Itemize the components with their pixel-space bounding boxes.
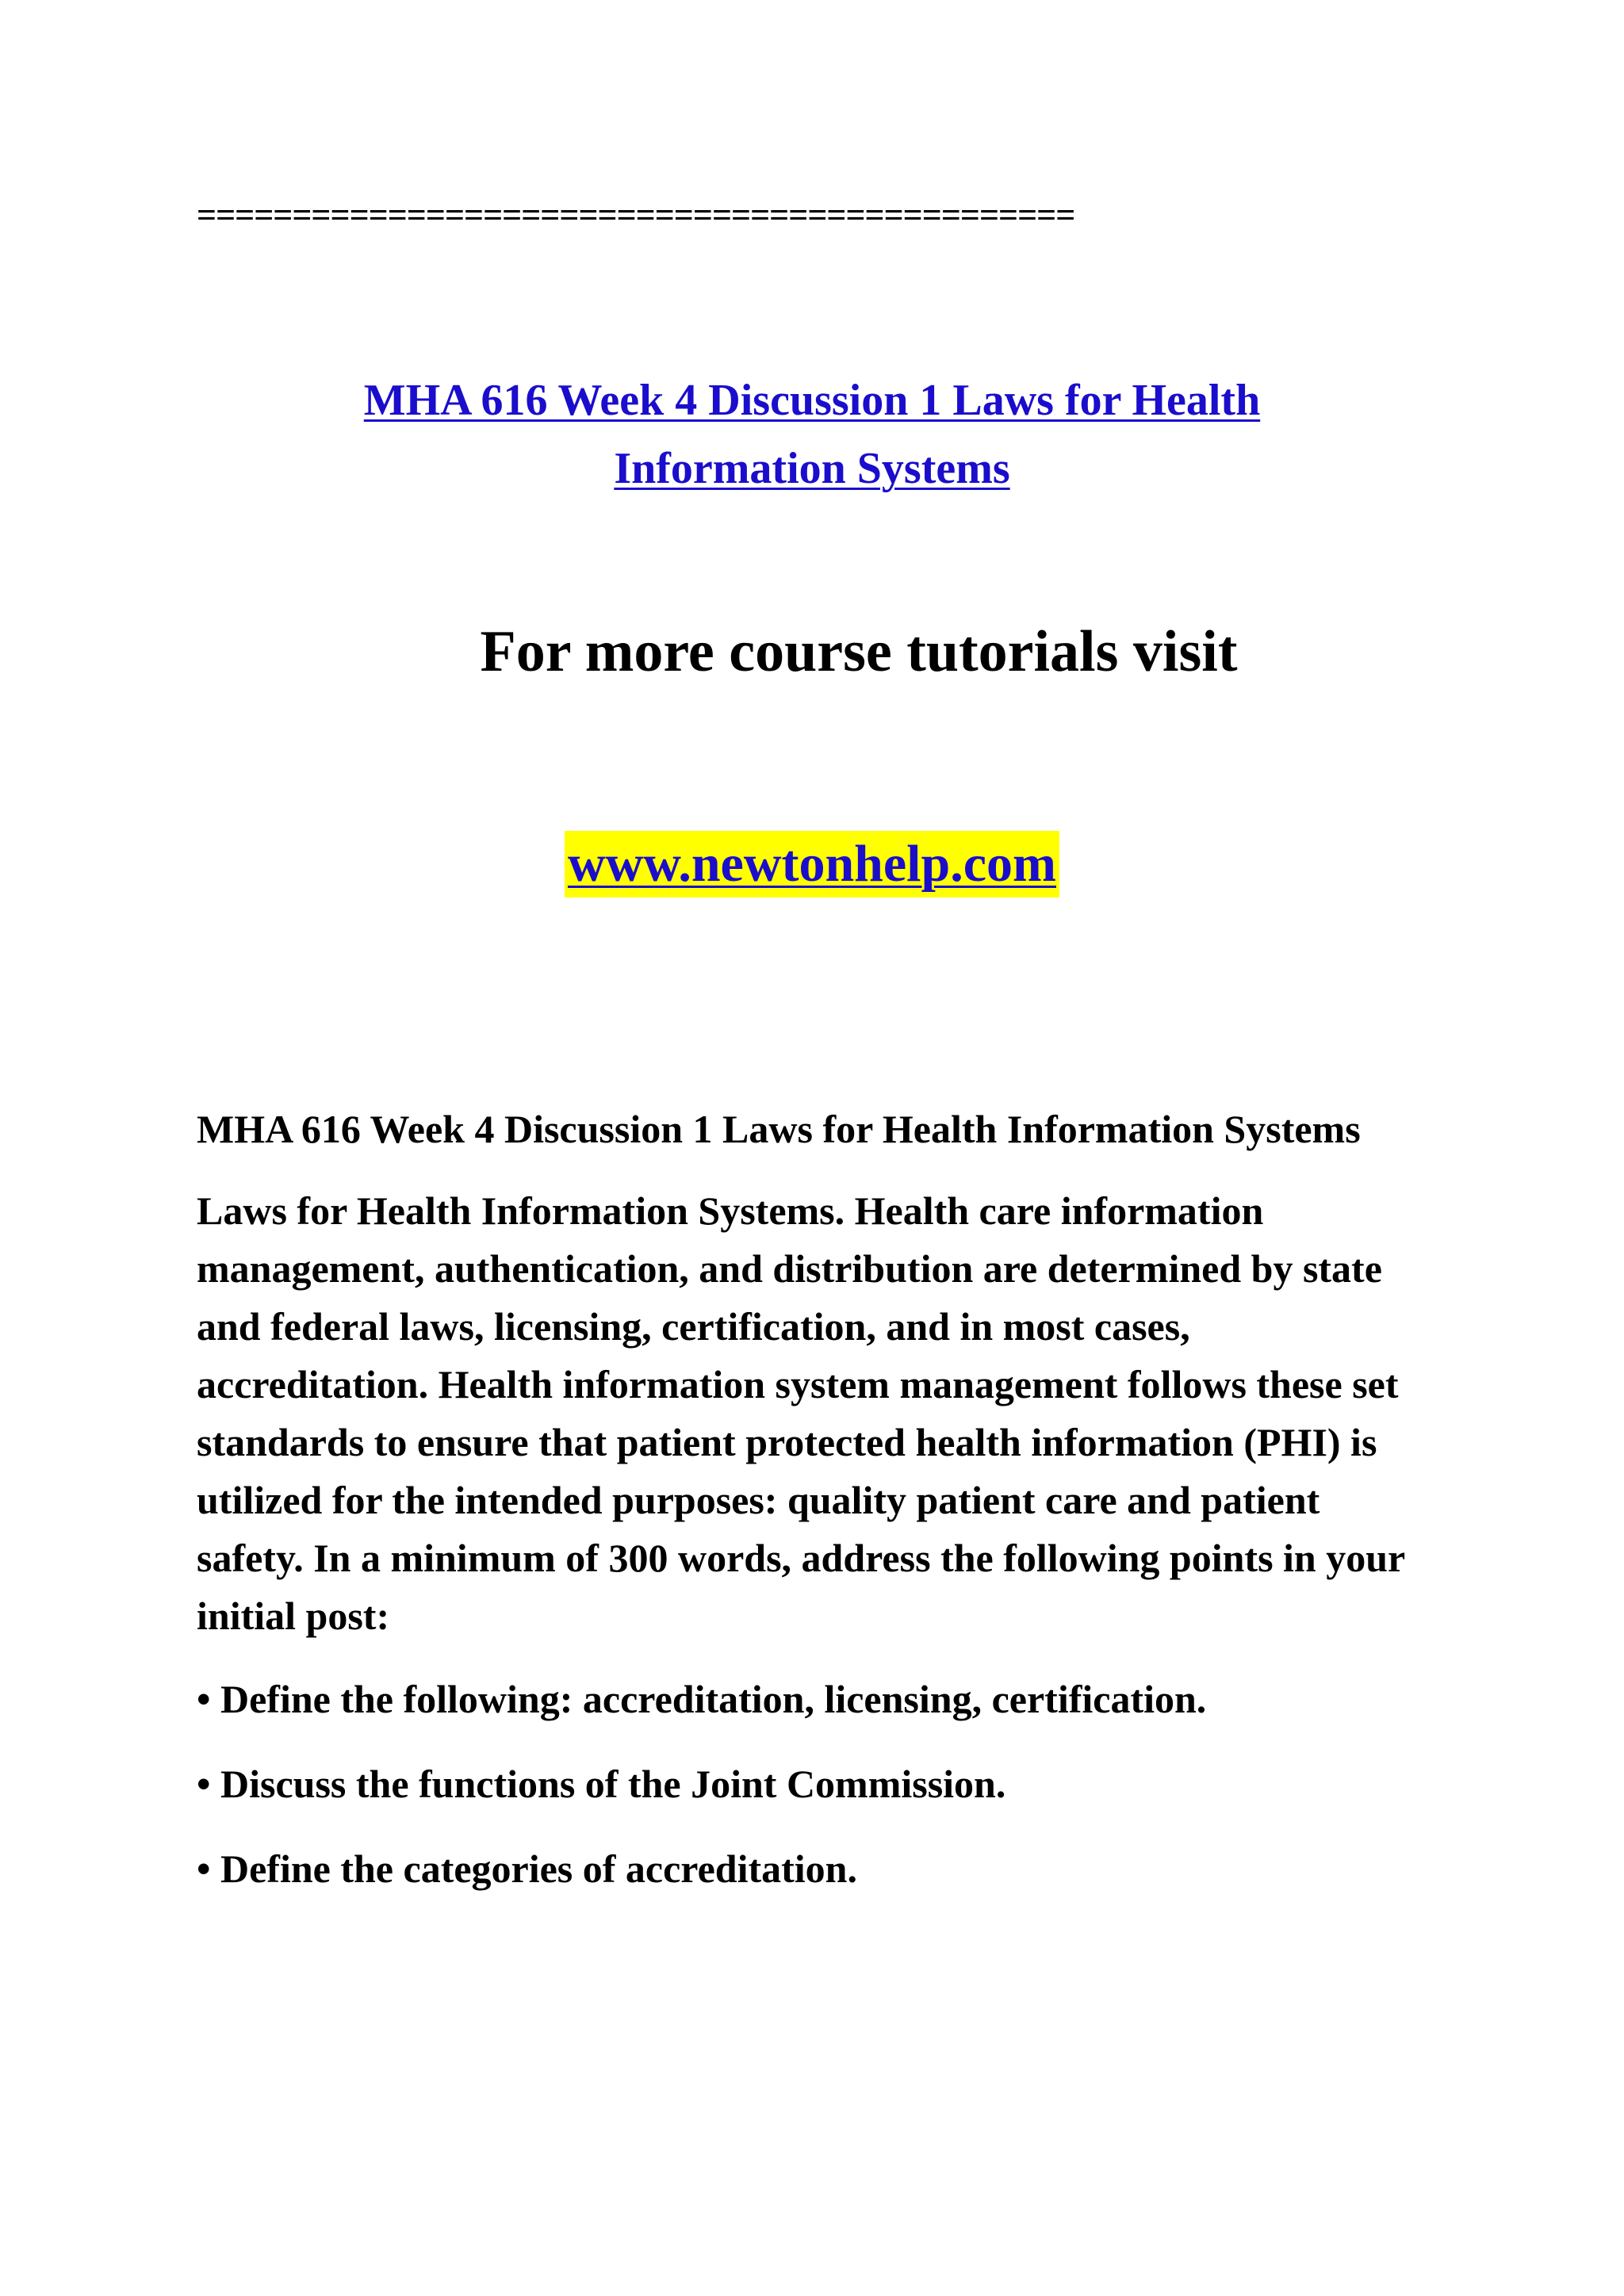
bullet-item: • Discuss the functions of the Joint Commission. [197, 1762, 1006, 1806]
bullet-item: • Define the following: accreditation, licensing, certification. [197, 1677, 1207, 1721]
assignment-body [197, 1100, 1418, 1925]
bullet-item: • Define the categories of accreditation. [197, 1846, 857, 1891]
assignment-heading: MHA 616 Week 4 Discussion 1 Laws for Health Information Systems [197, 1107, 1361, 1151]
assignment-paragraph: Laws for Health Information Systems. Health care information management, authentication, and distribution are determined by state and federal laws, licensing, certification, and in most cases, accreditation. Health information system management follows these set standards to ensure that patient protected health information (PHI) is utilized for the intended purposes: quality patient care and patient safety. In a minimum of 300 words, address the following points in your initial post: [197, 1188, 1405, 1638]
course-title-line-1[interactable]: MHA 616 Week 4 Discussion 1 Laws for Health [363, 376, 1261, 425]
separator-line: ============================================== [197, 196, 1075, 235]
website-container [0, 831, 1624, 897]
course-title-link[interactable] [190, 366, 1434, 503]
course-title-line-2[interactable]: Information Systems [614, 444, 1010, 493]
tutorials-text: For more course tutorials visit [480, 619, 1238, 684]
website-link[interactable]: www.newtonhelp.com [565, 831, 1059, 897]
